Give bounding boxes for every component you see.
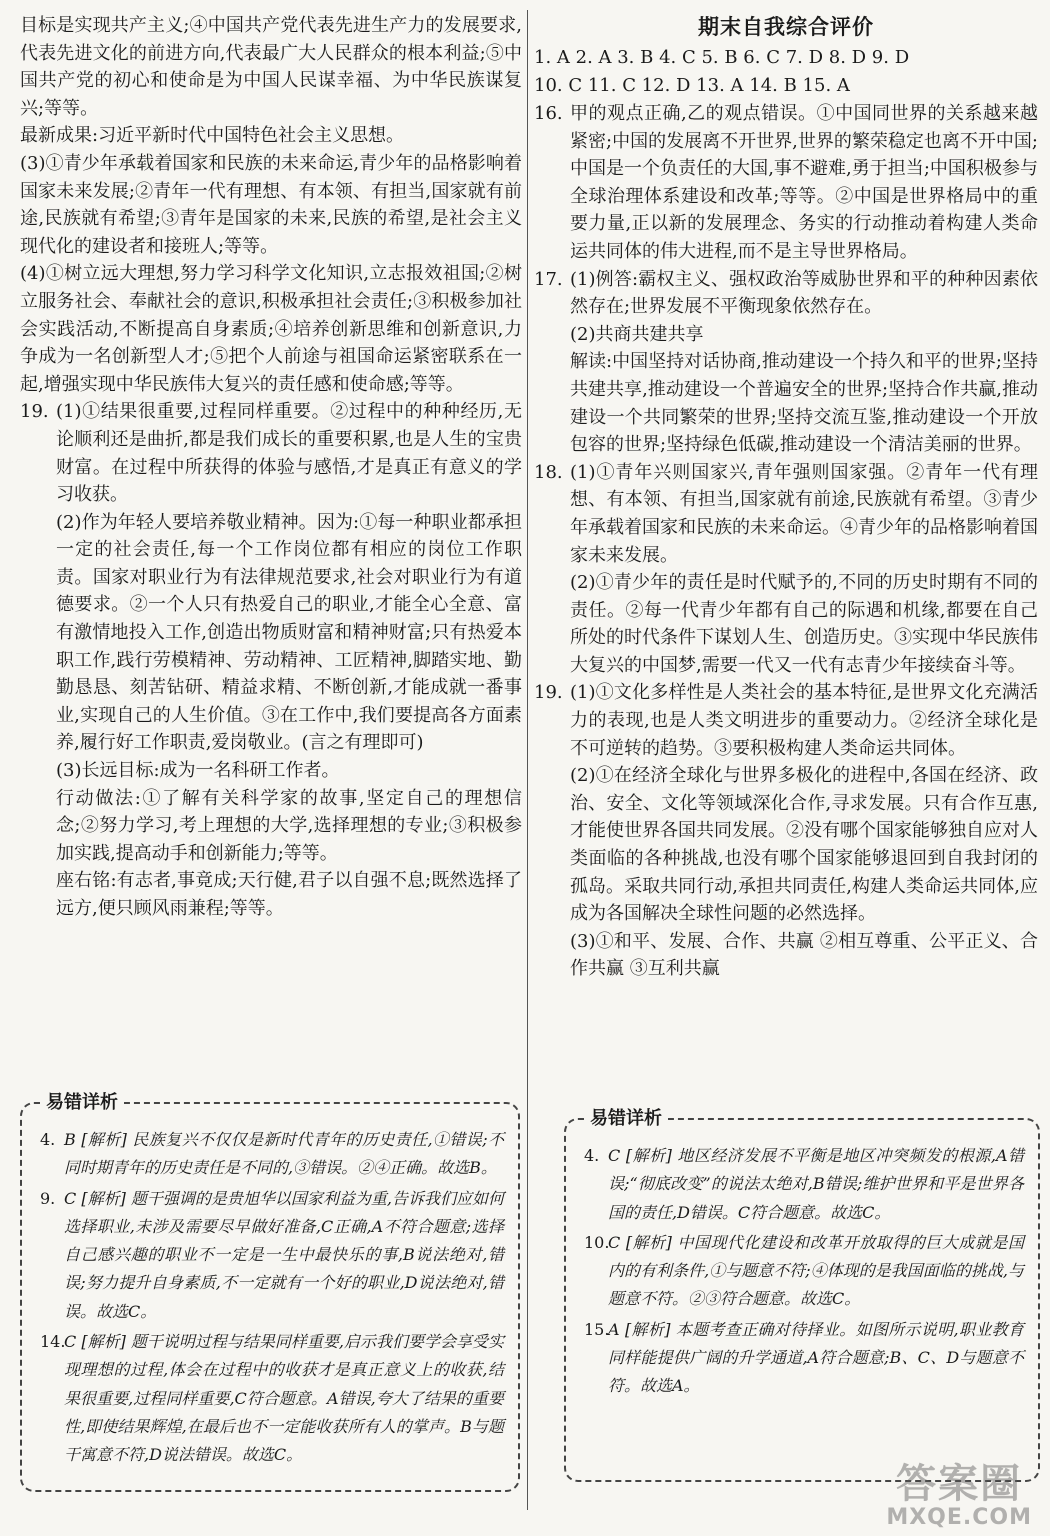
analysis-number: 15. xyxy=(584,1319,610,1339)
q18-part-1: (1)①青年兴则国家兴,青年强则国家强。②青年一代有理想、有本领、有担当,国家就有前途,民族就有希望。③青少年承载着国家和民族的未来命运。④青少年的品格影响着国家未来发展。 xyxy=(570,461,1038,566)
q19-part-3: (3)长远目标:成为一名科研工作者。 xyxy=(56,760,340,782)
analysis-number: 9. xyxy=(40,1188,56,1208)
analysis-text: C [解析] 题干说明过程与结果同样重要,启示我们要学会享受实现理想的过程,体会在过程中的收获才是真正意义上的收获,结果很重要,过程同样重要,C符合题意。A错误,夸大了结果的重要性,即使结果辉煌,在最后也不一定能收获所有人的掌声。B与题干寓意不符,D说法错误。故选C。 xyxy=(64,1332,504,1465)
analysis-text: C [解析] 地区经济发展不平衡是地区冲突频发的根源,A错误;“彻底改变”的说法太绝对,B错误;维护世界和平是世界各国的责任,D错误。C符合题意。故选C。 xyxy=(608,1146,1024,1222)
q19r-part-3: (3)①和平、发展、合作、共赢 ②相互尊重、公平正义、合作共赢 ③互利共赢 xyxy=(570,930,1038,980)
analysis-item xyxy=(584,1229,1024,1314)
question-18 xyxy=(534,459,1038,680)
analysis-number: 14. xyxy=(40,1332,66,1352)
question-number: 17. xyxy=(534,268,563,290)
right-column xyxy=(534,12,1038,983)
q19-part-1: (1)①结果很重要,过程同样重要。②过程中的种种经历,无论顺利还是曲折,都是我们成长的重要积累,也是人生的宝贵财富。在过程中所获得的体验与感悟,才是真正有意义的学习收获。 xyxy=(56,401,522,506)
q19-motto: 座右铭:有志者,事竟成;天行健,君子以自强不息;既然选择了远方,便只顾风雨兼程;等等。 xyxy=(56,870,522,919)
q19r-part-2: (2)①在经济全球化与世界多极化的进程中,各国在经济、政治、安全、文化等领域深化合作,寻求发展。只有合作互惠,才能使世界各国共同发展。②没有哪个国家能够独自应对人类面临的各种挑战,也没有哪个国家能够退回到自我封闭的孤岛。采取共同行动,承担共同责任,构建人类命运共同体,应成为各国解决全球性问题的必然选择。 xyxy=(570,765,1038,925)
analysis-item xyxy=(40,1185,504,1326)
watermark-url: MXQE.COM xyxy=(886,1505,1032,1530)
analysis-item xyxy=(40,1328,504,1469)
analysis-number: 10. xyxy=(584,1232,610,1252)
question-number: 16. xyxy=(534,103,563,124)
error-analysis-label: 易错详析 xyxy=(40,1090,124,1116)
choice-answers-line-1: 1. A 2. A 3. B 4. C 5. B 6. C 7. D 8. D 9. D xyxy=(534,47,910,68)
analysis-item xyxy=(584,1316,1024,1401)
q19-actions: 行动做法:①了解有关科学家的故事,坚定自己的理想信念;②努力学习,考上理想的大学,选择理想的专业;③积极参加实践,提高动手和创新能力;等等。 xyxy=(56,787,522,864)
answer-part-3: (3)①青少年承载着国家和民族的未来命运,青少年的品格影响着国家未来发展;②青年一代有理想、有本领、有担当,国家就有前途,民族就有希望;③青年是国家的未来,民族的希望,是社会主义现代化的建设者和接班人;等等。 xyxy=(20,152,522,257)
q17-explanation: 解读:中国坚持对话协商,推动建设一个持久和平的世界;坚持共建共享,推动建设一个普遍安全的世界;坚持合作共赢,推动建设一个共同繁荣的世界;坚持交流互鉴,推动建设一个开放包容的世界;坚持绿色低碳,推动建设一个清洁美丽的世界。 xyxy=(570,351,1038,456)
question-number: 18. xyxy=(534,461,563,483)
continued-answer-paragraph: 目标是实现共产主义;④中国共产党代表先进生产力的发展要求,代表先进文化的前进方向,代表最广大人民群众的根本利益;⑤中国共产党的初心和使命是为中国人民谋幸福、为中华民族谋复兴;等等。 xyxy=(20,15,522,119)
q16-answer: 甲的观点正确,乙的观点错误。①中国同世界的关系越来越紧密;中国的发展离不开世界,世界的繁荣稳定也离不开中国;中国是一个负责任的大国,事不避难,勇于担当;中国积极参与全球治理体系建设和改革;等等。②中国是世界格局中的重要力量,正以新的发展理念、务实的行动推动着构建人类命运共同体的伟大进程,而不是主导世界格局。 xyxy=(570,103,1038,262)
q18-part-2: (2)①青少年的责任是时代赋予的,不同的历史时期有不同的责任。②每一代青少年都有自己的际遇和机缘,都要在自己所处的时代条件下谋划人生、创造历史。③实现中华民族伟大复兴的中国梦,需要一代又一代有志青少年接续奋斗等。 xyxy=(570,572,1038,676)
question-number: 19. xyxy=(534,682,563,704)
analysis-text: A [解析] 本题考查正确对待择业。如图所示说明,职业教育同样能提供广阔的升学通道,A符合题意;B、C、D与题意不符。故选A。 xyxy=(608,1319,1024,1396)
choice-answers-line-2: 10. C 11. C 12. D 13. A 14. B 15. A xyxy=(534,75,850,96)
question-19-right xyxy=(534,679,1038,983)
analysis-text: C [解析] 中国现代化建设和改革开放取得的巨大成就是国内的有利条件,①与题意不符;④体现的是我国面临的挑战,与题意不符。②③符合题意。故选C。 xyxy=(608,1232,1024,1309)
q19r-part-1: (1)①文化多样性是人类社会的基本特征,是世界文化充满活力的表现,也是人类文明进步的重要动力。②经济全球化是不可逆转的趋势。③要积极构建人类命运共同体。 xyxy=(570,682,1038,759)
column-divider xyxy=(527,10,528,1510)
error-analysis-label: 易错详析 xyxy=(584,1106,668,1132)
section-title: 期末自我综合评价 xyxy=(698,15,874,39)
left-column xyxy=(20,12,522,923)
latest-achievement-line: 最新成果:习近平新时代中国特色社会主义思想。 xyxy=(20,125,405,147)
analysis-item xyxy=(40,1126,504,1183)
answer-part-4: (4)①树立远大理想,努力学习科学文化知识,立志报效祖国;②树立服务社会、奉献社会的意识,积极承担社会责任;③积极参加社会实践活动,不断提高自身素质;④培养创新思维和创新意识,力争成为一名创新型人才;⑤把个人前途与祖国命运紧密联系在一起,增强实现中华民族伟大复兴的责任感和使命感;等等。 xyxy=(20,263,522,395)
q19-part-2: (2)作为年轻人要培养敬业精神。因为:①每一种职业都承担一定的社会责任,每一个工作岗位都有相应的岗位工作职责。国家对职业行为有法律规范要求,社会对职业行为有道德要求。②一个人只有热爱自己的职业,才能全心全意、富有激情地投入工作,创造出物质财富和精神财富;只有热爱本职工作,践行劳模精神、劳动精神、工匠精神,脚踏实地、勤勤恳恳、刻苦钻研、精益求精、不断创新,才能成就一番事业,实现自己的人生价值。③在工作中,我们要提高各方面素养,履行好工作职责,爱岗敬业。(言之有理即可) xyxy=(56,511,522,754)
question-17 xyxy=(534,266,1038,459)
error-analysis-box-right xyxy=(564,1108,1040,1482)
analysis-item xyxy=(584,1142,1024,1227)
q17-part-1: (1)例答:霸权主义、强权政治等威胁世界和平的种种因素依然存在;世界发展不平衡现象依然存在。 xyxy=(570,268,1038,318)
q17-part-2: (2)共商共建共享 xyxy=(570,323,704,345)
watermark-logo-text: 答案圈 xyxy=(896,1461,1023,1507)
analysis-number: 4. xyxy=(40,1130,56,1149)
analysis-text: C [解析] 题干强调的是贵旭华以国家利益为重,告诉我们应如何选择职业,未涉及需要尽早做好准备,C正确,A不符合题意;选择自己感兴趣的职业不一定是一生中最快乐的事,B说法绝对,错误;努力提升自身素质,不一定就有一个好的职业,D说法绝对,错误。故选C。 xyxy=(64,1188,504,1321)
error-analysis-box-left xyxy=(20,1092,520,1492)
site-watermark xyxy=(886,1462,1032,1530)
analysis-text: B [解析] 民族复兴不仅仅是新时代青年的历史责任,①错误;不同时期青年的历史责任是不同的,③错误。②④正确。故选B。 xyxy=(64,1130,504,1178)
question-number: 19. xyxy=(20,401,49,423)
question-19-left xyxy=(20,398,522,922)
question-16 xyxy=(534,100,1038,266)
analysis-number: 4. xyxy=(584,1146,600,1165)
